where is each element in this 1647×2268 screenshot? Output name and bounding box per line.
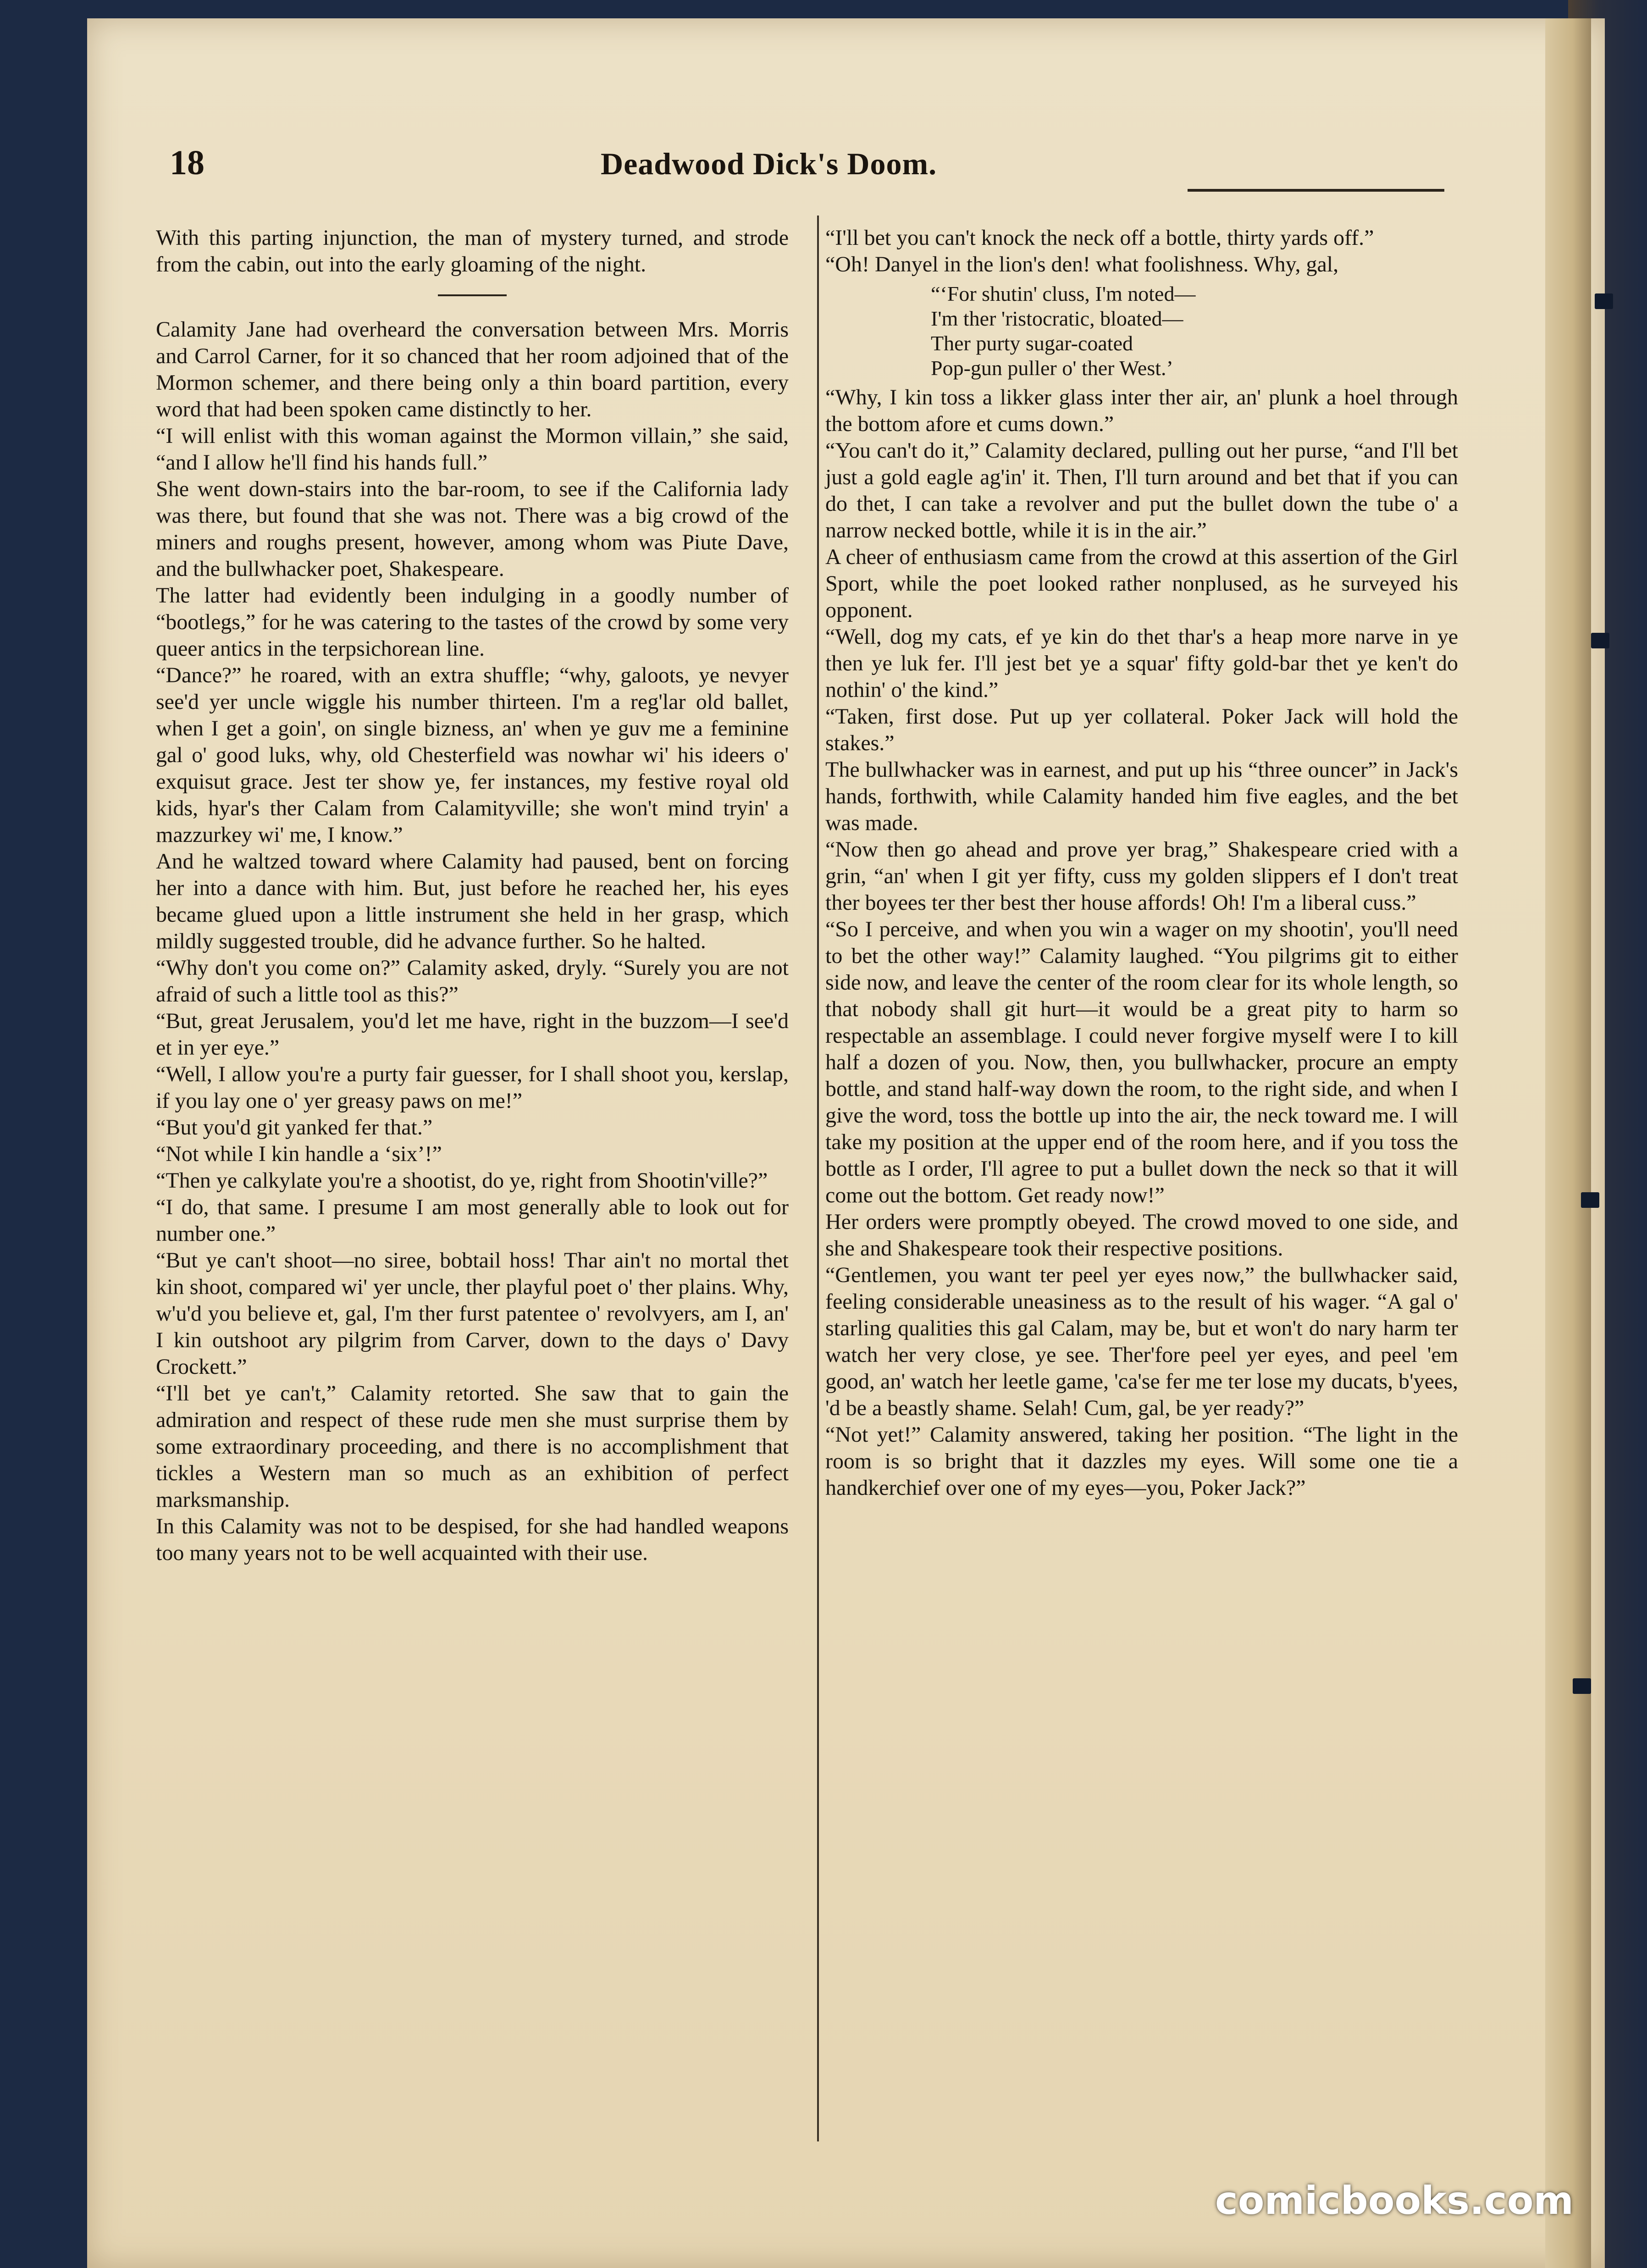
running-title: Deadwood Dick's Doom. [601,146,937,181]
verse-quote: “‘For shutin' cluss, I'm noted— I'm ther 'ristocratic, bloated— Ther purty sugar-coated Pop-gun puller o' ther West.’ [931,282,1196,380]
paragraph: “But you'd git yanked fer that.” [156,1115,433,1140]
paragraph: In this Calamity was not to be despised, for she had handled weapons too many years not to be well acquainted with their use. [156,1514,789,1565]
paragraph: “So I perceive, and when you win a wager on my shootin', you'll need to bet the other way!” Calamity laughed. “You pilgrims git to either side now, and leave the center of the room clear for its whole length, so that nobody shall git hurt—it would be a great pity to harm so respectable an assemblage. I could never forgive myself were I to kill half a dozen of you. Now, then, you bullwhacker, procure an empty bottle, and stand half-way down the room, to the right side, and when I give the word, toss the bottle up into the air, the neck toward me. I will take my position at the upper end of the room here, and if you toss the bottle as I order, I'll agree to put a bullet down the neck so that it will come out the bottom. Get ready now!” [825,917,1458,1207]
page-header [170,143,1454,194]
section-divider [438,294,507,296]
paragraph: Her orders were promptly obeyed. The crowd moved to one side, and she and Shakespeare took their respective positions. [825,1210,1458,1261]
paragraph: “I'll bet ye can't,” Calamity retorted. She saw that to gain the admiration and respect of these rude men she must surprise them by some extraordinary proceeding, and there is no accomplishment that tickles a Western man so much as an exhibition of perfect marksmanship. [156,1381,789,1512]
watermark: comicbooks.com [1215,2178,1574,2223]
header-rule [1188,189,1444,192]
paragraph: “But ye can't shoot—no siree, bobtail hoss! Thar ain't no mortal thet kin shoot, compared wi' yer uncle, ther playful poet o' ther plains. Why, w'u'd you believe et, gal, I'm ther furst patentee o' revolvyers, am I, an' I kin outshoot ary pilgrim from Carver, down to the days o' Davy Crockett.” [156,1248,789,1379]
paragraph: “I will enlist with this woman against the Mormon villain,” she said, “and I allow he'll find his hands full.” [156,424,789,475]
paragraph: “Now then go ahead and prove yer brag,” Shakespeare cried with a grin, “an' when I git yer fifty, cuss my golden slippers ef I don't treat ther boyees ter ther best ther house affords! Oh! I'm a liberal cuss.” [825,837,1458,915]
paragraph: “Taken, first dose. Put up yer collateral. Poker Jack will hold the stakes.” [825,704,1458,755]
paragraph: “Not yet!” Calamity answered, taking her position. “The light in the room is so bright that it dazzles my eyes. Will some one tie a handkerchief over one of my eyes—you, Poker Jack?” [825,1422,1458,1500]
binding-hole [1581,1192,1599,1208]
paragraph: “Why, I kin toss a likker glass inter ther air, an' plunk a hoel through the bottom afore et cums down.” [825,385,1458,436]
paragraph: “Well, dog my cats, ef ye kin do thet thar's a heap more narve in ye then ye luk fer. I'll jest bet ye a squar' fifty gold-bar thet ye ken't do nothin' o' the kind.” [825,625,1458,702]
paragraph: “I'll bet you can't knock the neck off a bottle, thirty yards off.” [825,226,1374,250]
page-edge [1545,18,1591,2268]
binding-hole [1595,293,1613,309]
paragraph: “Why don't you come on?” Calamity asked, dryly. “Surely you are not afraid of such a little tool as this?” [156,956,789,1007]
paragraph: “Gentlemen, you want ter peel yer eyes now,” the bullwhacker said, feeling considerable uneasiness as to the result of his wager. “A gal o' starling qualities this gal Calam, may be, but et won't do nary harm ter watch her very close, ye see. Ther'fore peel yer eyes, and peel 'em good, an' watch her leetle game, 'ca'se fer me ter lose my ducats, b'yees, 'd be a beastly shame. Selah! Cum, gal, be yer ready?” [825,1263,1458,1420]
binding-hole [1591,633,1609,648]
paragraph: And he waltzed toward where Calamity had paused, bent on forcing her into a dance with him. But, just before he reached her, his eyes became glued upon a little instrument she held in her grasp, which mildly suggested trouble, did he advance further. So he halted. [156,849,789,953]
paragraph: Calamity Jane had overheard the conversation between Mrs. Morris and Carrol Carner, for it so chanced that her room adjoined that of the Mormon schemer, and there being only a thin board partition, every word that had been spoken came distinctly to her. [156,317,789,421]
paragraph: “Oh! Danyel in the lion's den! what foolishness. Why, gal, [825,252,1339,277]
paragraph: “But, great Jerusalem, you'd let me have, right in the buzzom—I see'd et in yer eye.” [156,1009,789,1060]
paragraph: “I do, that same. I presume I am most generally able to look out for number one.” [156,1195,789,1246]
column-divider [817,216,819,2141]
paragraph: The bullwhacker was in earnest, and put up his “three ouncer” in Jack's hands, forthwith, while Calamity handed him five eagles, and the bet was made. [825,758,1458,835]
paragraph: “Well, I allow you're a purty fair guesser, for I shall shoot you, kerslap, if you lay one o' yer greasy paws on me!” [156,1062,789,1113]
right-column [825,225,1458,1501]
left-column [156,225,789,1566]
paragraph: “Then ye calkylate you're a shootist, do ye, right from Shootin'ville?” [156,1168,768,1193]
paragraph: “You can't do it,” Calamity declared, pulling out her purse, “and I'll bet just a gold eagle ag'in' it. Then, I'll turn around and bet that if you can do thet, I can take a revolver and put the bullet down the tube o' a narrow necked bottle, while it is in the air.” [825,438,1458,542]
paragraph: The latter had evidently been indulging in a goodly number of “bootlegs,” for he was catering to the tastes of the crowd by some very queer antics in the terpsichorean line. [156,583,789,661]
paragraph: “Dance?” he roared, with an extra shuffle; “why, galoots, ye nevyer see'd yer uncle wiggle his number thirteen. I'm a reg'lar old ballet, when I get a goin', on single bizness, an' when ye guv me a feminine gal o' good luks, why, old Chesterfield was nowhar wi' his ideers o' exquisut grace. Jest ter show ye, fer instances, my festive royal old kids, hyar's ther Calam from Calamityville; she won't mind tryin' a mazzurkey wi' me, I know.” [156,663,789,847]
page-number: 18 [170,144,204,182]
paragraph: A cheer of enthusiasm came from the crowd at this assertion of the Girl Sport, while the poet looked rather nonplused, as he surveyed his opponent. [825,545,1458,622]
paragraph: With this parting injunction, the man of mystery turned, and strode from the cabin, out into the early gloaming of the night. [156,226,789,277]
binding-hole [1573,1678,1591,1694]
paragraph: She went down-stairs into the bar-room, to see if the California lady was there, but found that she was not. There was a big crowd of the miners and roughs present, however, among whom was Piute Dave, and the bullwhacker poet, Shakespeare. [156,477,789,581]
paragraph: “Not while I kin handle a ‘six’!” [156,1142,442,1166]
